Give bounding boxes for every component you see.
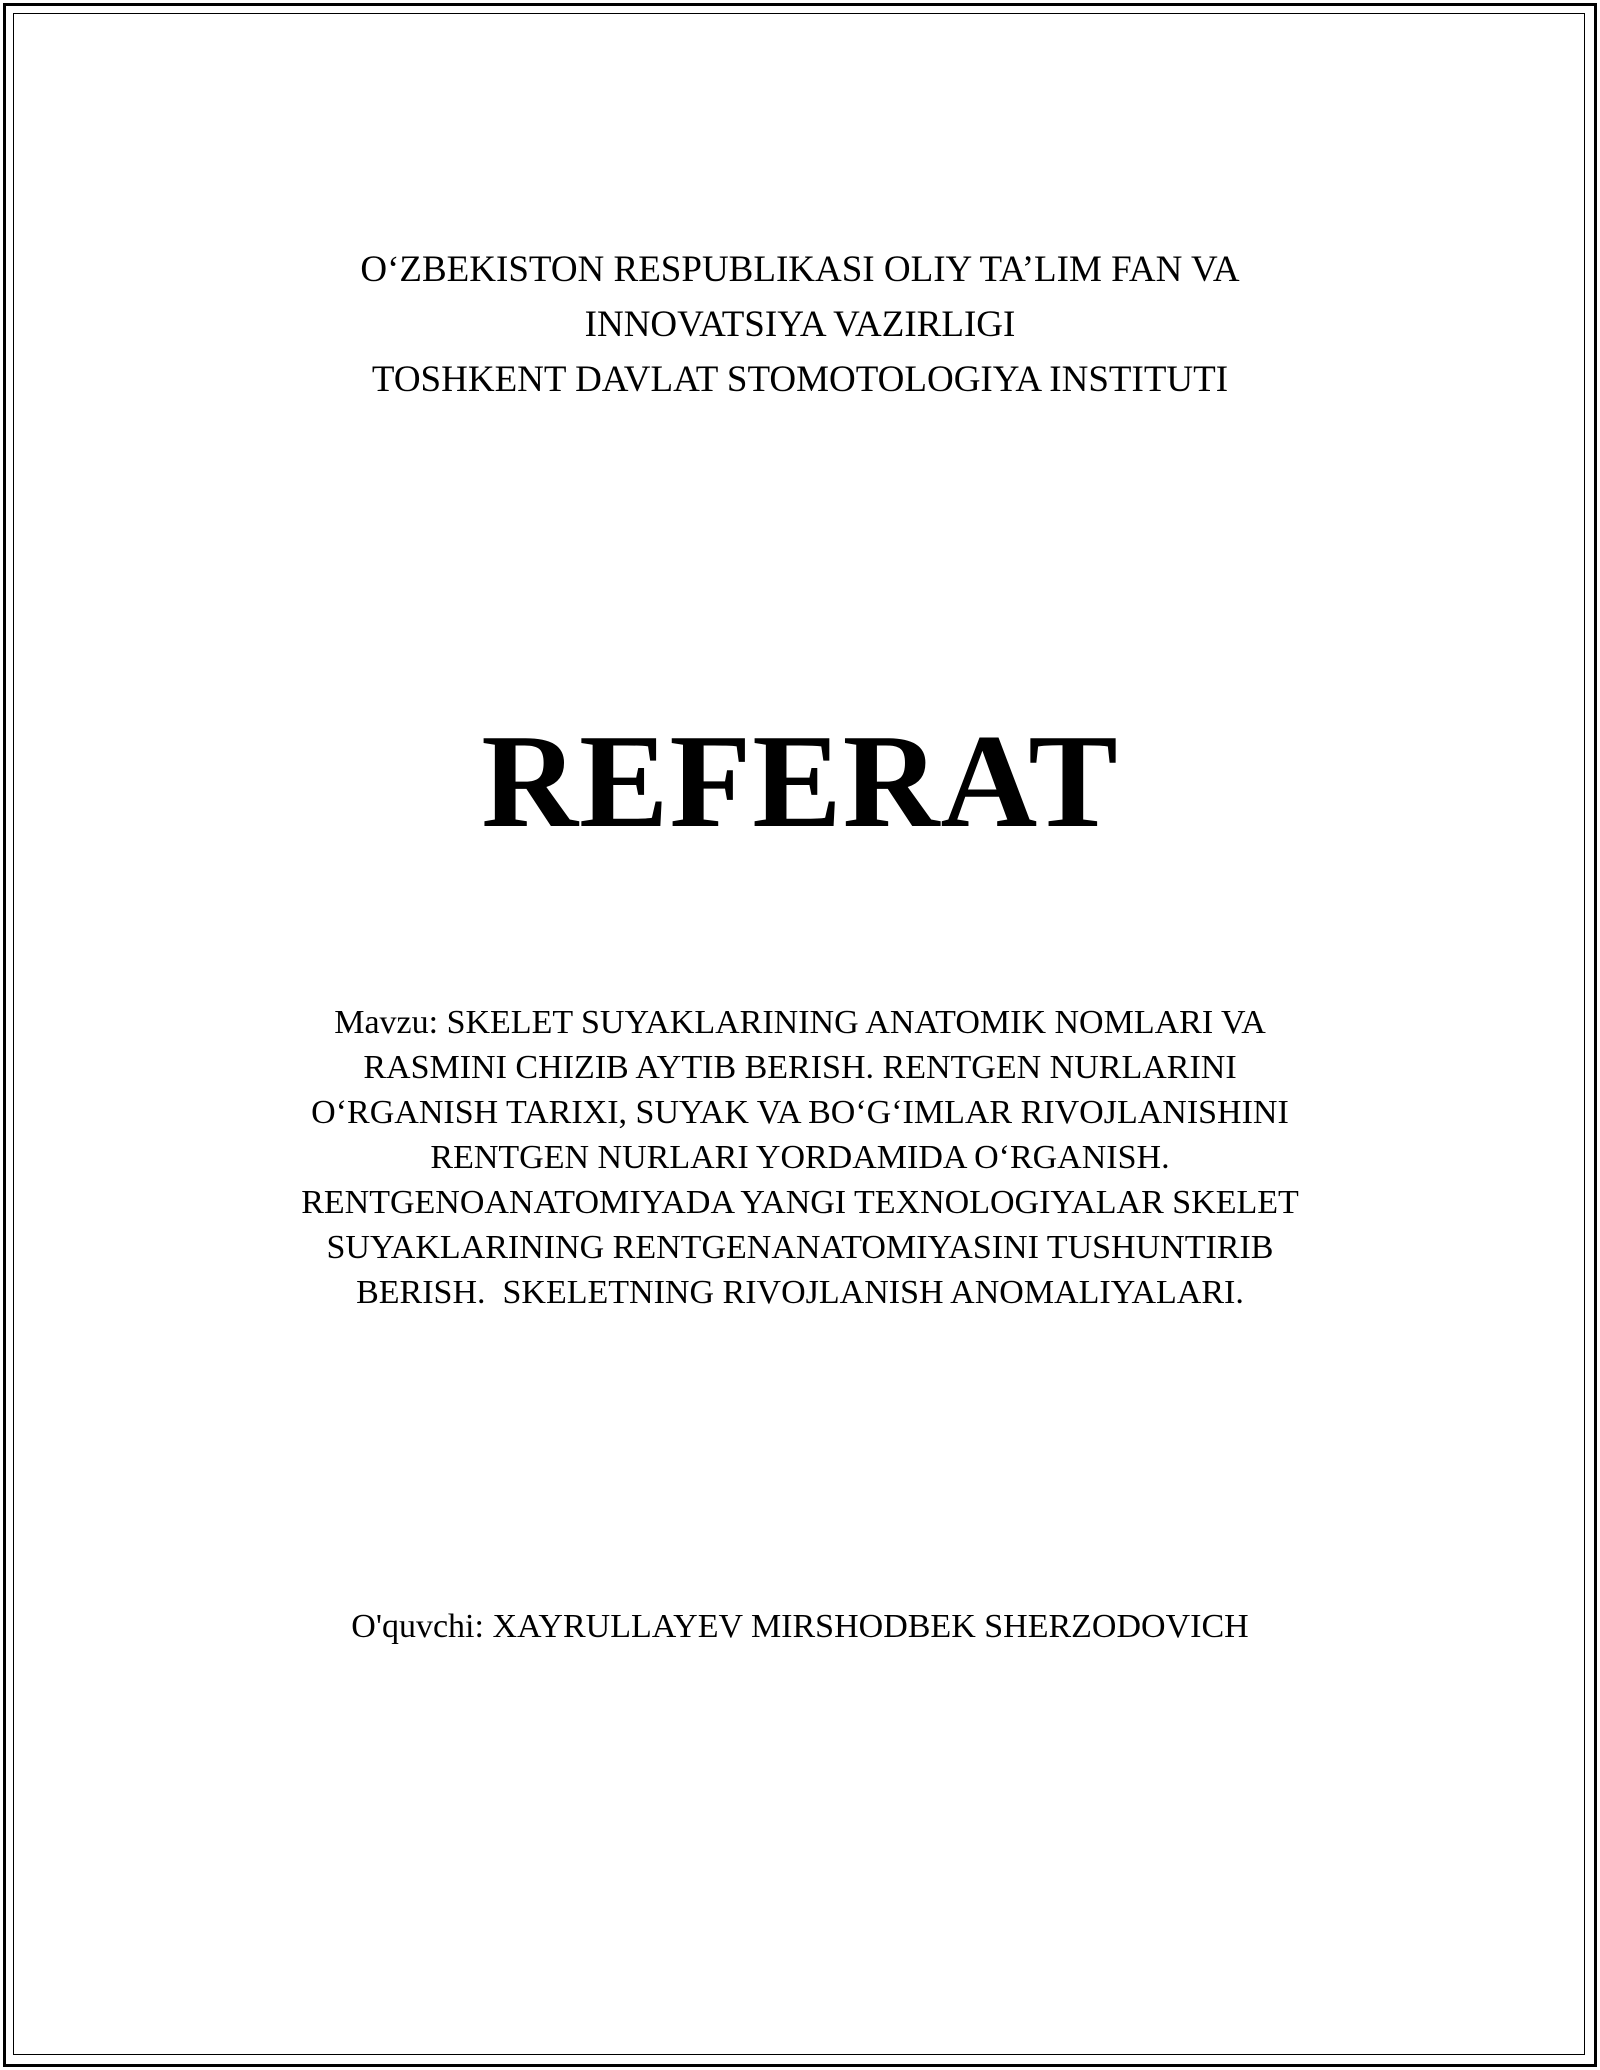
institution-header <box>0 242 1600 407</box>
topic-line: RASMINI CHIZIB AYTIB BERISH. RENTGEN NURLARINI <box>363 1049 1237 1086</box>
topic-line: RENTGENOANATOMIYADA YANGI TEXNOLOGIYALAR SKELET <box>301 1184 1299 1221</box>
topic-line: BERISH. SKELETNING RIVOJLANISH ANOMALIYALARI. <box>356 1274 1244 1311</box>
header-line: INNOVATSIYA VAZIRLIGI <box>584 304 1016 345</box>
topic-line: SUYAKLARINING RENTGENANATOMIYASINI TUSHUNTIRIB <box>326 1229 1274 1266</box>
topic-block <box>0 1000 1600 1315</box>
header-line: O‘ZBEKISTON RESPUBLIKASI OLIY TA’LIM FAN VA <box>360 249 1240 290</box>
document-title: REFERAT <box>481 707 1119 855</box>
header-line: TOSHKENT DAVLAT STOMOTOLOGIYA INSTITUTI <box>371 359 1229 400</box>
topic-line: O‘RGANISH TARIXI, SUYAK VA BO‘G‘IMLAR RIVOJLANISHINI <box>311 1094 1289 1131</box>
student-name: O'quvchi: XAYRULLAYEV MIRSHODBEK SHERZODOVICH <box>351 1608 1249 1645</box>
topic-line: Mavzu: SKELET SUYAKLARINING ANATOMIK NOMLARI VA <box>334 1004 1266 1041</box>
topic-line: RENTGEN NURLARI YORDAMIDA O‘RGANISH. <box>430 1139 1170 1176</box>
